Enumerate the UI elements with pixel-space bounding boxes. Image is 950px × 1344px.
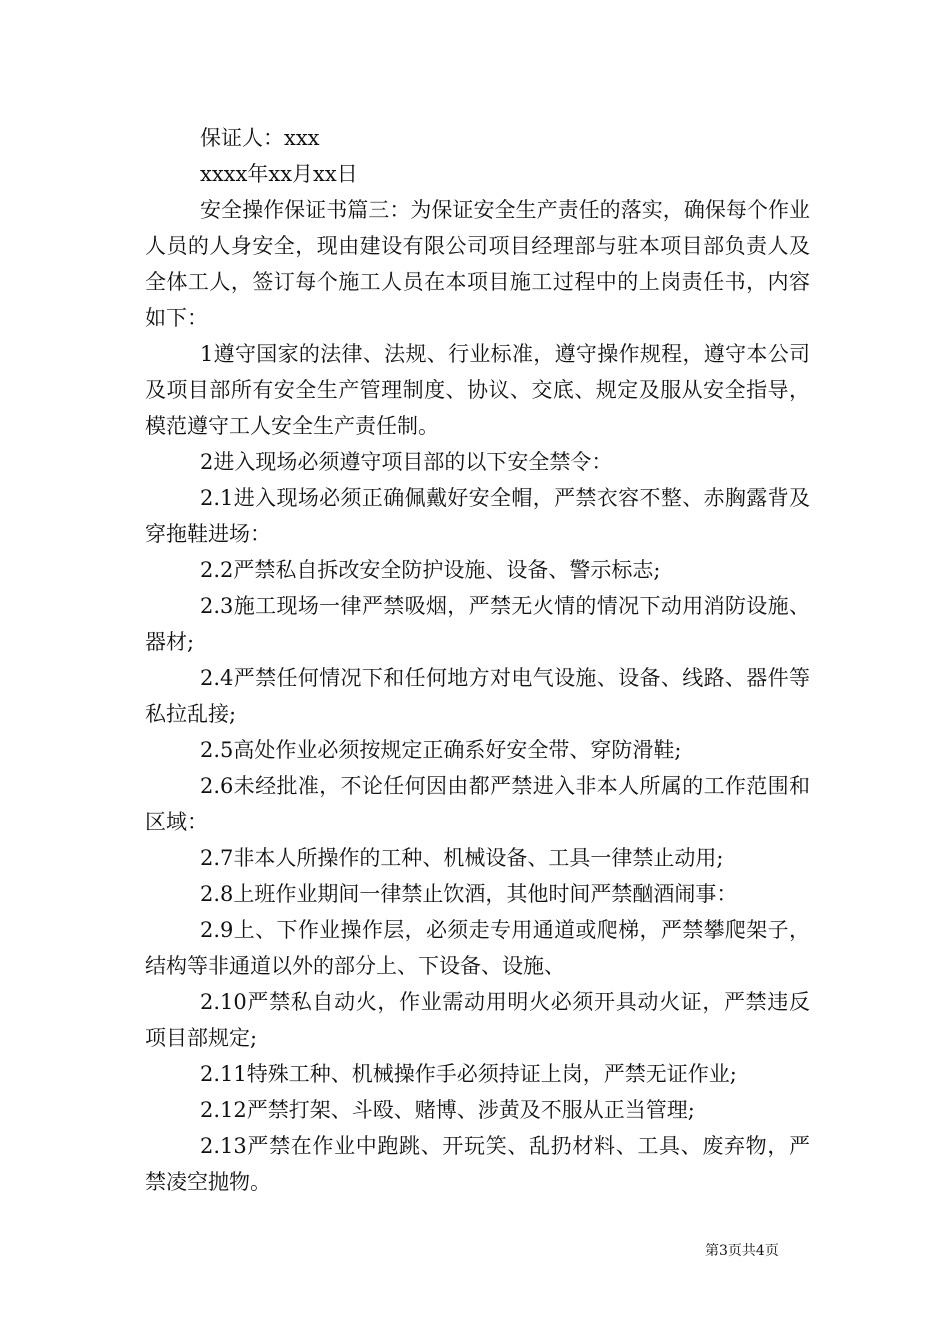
paragraph-intro: 安全操作保证书篇三：为保证安全生产责任的落实，确保每个作业人员的人身安全，现由建设有限公司项目经理部与驻本项目部负责人及全体工人，签订每个施工人员在本项目施工过程中的上岗责任书，内容如下： [145,198,810,330]
paragraph-item-2: 2进入现场必须遵守项目部的以下安全禁令： [200,450,613,474]
paragraph-item-2-12: 2.12严禁打架、斗殴、赌博、涉黄及不服从正当管理; [200,1098,695,1122]
paragraph-item-2-11: 2.11特殊工种、机械操作手必须持证上岗，严禁无证作业; [200,1062,737,1086]
paragraph-guarantor: 保证人：xxx [200,126,320,150]
paragraph-item-2-8: 2.8上班作业期间一律禁止饮酒，其他时间严禁酗酒闹事： [200,882,738,906]
paragraph-item-2-2: 2.2严禁私自拆改安全防护设施、设备、警示标志; [200,558,661,582]
paragraph-item-1: 1遵守国家的法律、法规、行业标准，遵守操作规程，遵守本公司及项目部所有安全生产管理制度、协议、交底、规定及服从安全指导，模范遵守工人安全生产责任制。 [145,342,810,438]
paragraph-item-2-1: 2.1进入现场必须正确佩戴好安全帽，严禁衣容不整、赤胸露背及穿拖鞋进场： [145,486,810,546]
paragraph-item-2-4: 2.4严禁任何情况下和任何地方对电气设施、设备、线路、器件等私拉乱接; [145,666,810,726]
paragraph-item-2-5: 2.5高处作业必须按规定正确系好安全带、穿防滑鞋; [200,738,682,762]
paragraph-date: xxxx年xx月xx日 [200,162,358,186]
paragraph-item-2-13: 2.13严禁在作业中跑跳、开玩笑、乱扔材料、工具、废弃物，严禁凌空抛物。 [145,1134,810,1194]
paragraph-item-2-9: 2.9上、下作业操作层，必须走专用通道或爬梯，严禁攀爬架子，结构等非通道以外的部分上、下设备、设施、 [145,918,810,978]
paragraph-item-2-7: 2.7非本人所操作的工种、机械设备、工具一律禁止动用; [200,846,724,870]
paragraph-item-2-10: 2.10严禁私自动火，作业需动用明火必须开具动火证，严禁违反项目部规定; [145,990,810,1050]
paragraph-item-2-3: 2.3施工现场一律严禁吸烟，严禁无火情的情况下动用消防设施、器材; [145,594,810,654]
paragraph-item-2-6: 2.6未经批准，不论任何因由都严禁进入非本人所属的工作范围和区域： [145,774,810,834]
page-number: 第3页共4页 [705,1243,779,1259]
document-body [145,120,810,1200]
